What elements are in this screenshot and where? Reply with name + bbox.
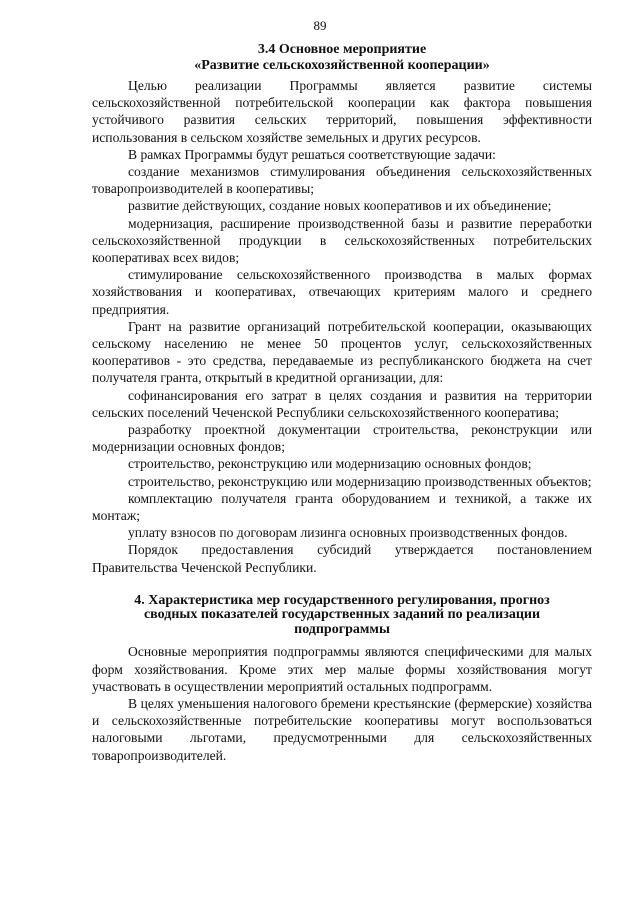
paragraph: Порядок предоставления субсидий утверждается постановлением Правительства Чеченской Республики.	[92, 542, 592, 575]
list-item: комплектацию получателя гранта оборудованием и техникой, а также их монтаж;	[92, 490, 592, 524]
list-item: уплату взносов по договорам лизинга основных производственных фондов.	[128, 525, 568, 541]
section-3-4-title-line1: 3.4 Основное мероприятие	[257, 42, 427, 57]
paragraph: Целью реализации Программы является развитие системы сельскохозяйственной потребительской кооперации как фактора повышения устойчивого развития сельских территорий, повышения эффективности использования в сельском хозяйстве земельных и других ресурсов.	[92, 78, 592, 145]
list-item: строительство, реконструкцию или модернизацию производственных объектов;	[128, 473, 592, 489]
paragraph: Основные мероприятия подпрограммы являются специфическими для малых форм хозяйствования. Кроме этих мер малые формы хозяйствования могут участвовать в осуществлении мероприятий остальных подпрограмм.	[92, 644, 592, 694]
paragraph: Грант на развитие организаций потребительской кооперации, оказывающих сельскому населению не менее 50 процентов услуг, сельскохозяйственных кооперативов - это средства, передаваемые из республиканского бюджета на счет получателя гранта, открытый в кредитной организации, для:	[92, 318, 592, 386]
list-item: софинансирования его затрат в целях создания и развития на территории сельских поселений Чеченской Республики сельскохозяйственного кооператива;	[92, 387, 592, 420]
list-item: создание механизмов стимулирования объединения сельскохозяйственных товаропроизводителей в кооперативы;	[92, 164, 592, 197]
page-number: 89	[313, 18, 327, 33]
section-4-title-line1: 4. Характеристика мер государственного регулирования, прогноз	[134, 592, 550, 608]
section-4-heading	[92, 594, 592, 638]
list-item: модернизация, расширение производственной базы и развитие переработки сельскохозяйственной продукции в сельскохозяйственных потребительских кооперативах всех видов;	[92, 215, 592, 266]
list-item: стимулирование сельскохозяйственного производства в малых формах хозяйствования и кооперативах, отвечающих критериям малого и среднего предприятия.	[92, 267, 592, 317]
section-4-title-line2: сводных показателей государственных заданий по реализации	[143, 607, 541, 623]
section-4-title-line3: подпрограммы	[294, 621, 390, 637]
paragraph: В целях уменьшения налогового бремени крестьянские (фермерские) хозяйства и сельскохозяйственные потребительские кооперативы могут воспользоваться налоговыми льготами, предусмотренными для сельскохозяйственных товаропроизводителей.	[92, 696, 592, 763]
page-content	[92, 40, 592, 764]
list-item: строительство, реконструкцию или модернизацию основных фондов;	[128, 456, 532, 472]
section-3-4-title-line2: «Развитие сельскохозяйственной кооперации»	[194, 57, 490, 73]
paragraph: В рамках Программы будут решаться соответствующие задачи:	[128, 146, 496, 162]
list-item: разработку проектной документации строительства, реконструкции или модернизации основных фондов;	[92, 422, 592, 455]
section-3-4-heading	[92, 42, 592, 73]
list-item: развитие действующих, создание новых кооперативов и их объединение;	[128, 198, 552, 214]
